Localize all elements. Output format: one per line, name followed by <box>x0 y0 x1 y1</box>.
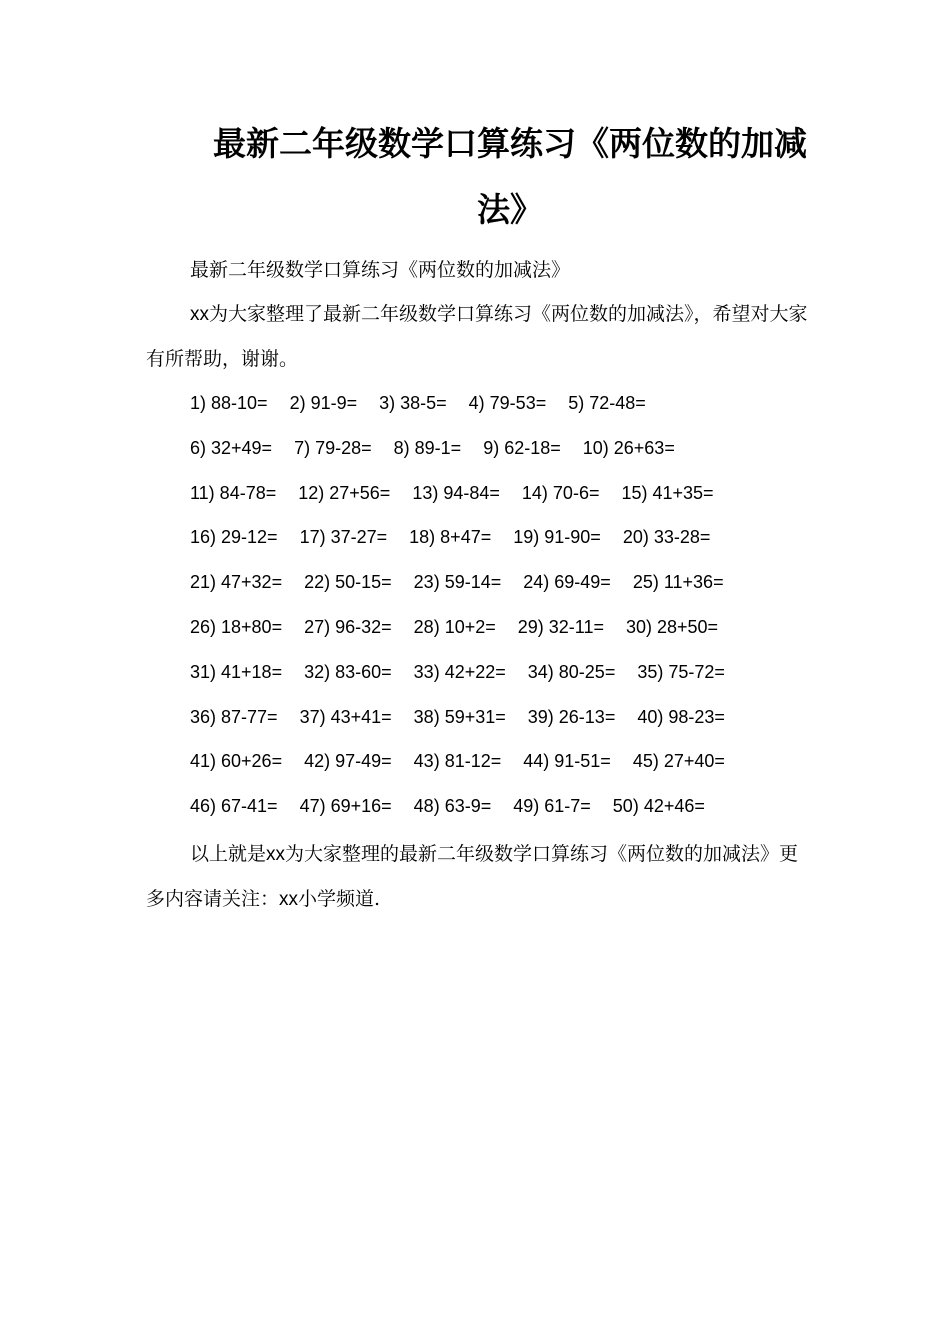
problem-item: 37) 43+41= <box>299 706 392 727</box>
problem-row <box>190 650 830 695</box>
problem-item: 25) 11+36= <box>632 572 724 593</box>
subtitle-paragraph: 最新二年级数学口算练习《两位数的加减法》 <box>190 259 571 281</box>
problem-item: 8) 89-1= <box>393 437 462 458</box>
problem-item: 19) 91-90= <box>513 527 601 548</box>
problem-item: 33) 42+22= <box>413 661 506 682</box>
outro-paragraph <box>146 832 810 922</box>
problem-item: 31) 41+18= <box>190 661 283 682</box>
problem-item: 38) 59+31= <box>413 706 506 727</box>
problem-list <box>190 381 830 829</box>
outro-text-3: 小学频道. <box>298 888 381 910</box>
problem-item: 6) 32+49= <box>190 437 273 458</box>
problem-item: 9) 62-18= <box>483 437 561 458</box>
outro-text-1: 以上就是 <box>190 843 267 865</box>
problem-item: 26) 18+80= <box>190 616 283 637</box>
problem-item: 29) 32-11= <box>517 616 604 637</box>
problem-item: 3) 38-5= <box>379 393 447 413</box>
problem-item: 49) 61-7= <box>513 796 591 817</box>
problem-item: 30) 28+50= <box>625 616 719 637</box>
problem-item: 32) 83-60= <box>304 661 392 682</box>
problem-item: 43) 81-12= <box>413 751 502 772</box>
problem-item: 14) 70-6= <box>521 482 600 503</box>
outro-xx-2: xx <box>279 889 299 910</box>
intro-paragraph <box>146 292 810 381</box>
problem-item: 1) 88-10= <box>190 393 268 413</box>
problem-row <box>190 605 830 650</box>
intro-text: 为大家整理了最新二年级数学口算练习《两位数的加减法》，希望对大家有所帮助，谢谢。 <box>146 303 808 370</box>
problem-item: 12) 27+56= <box>298 482 391 503</box>
problem-item: 40) 98-23= <box>637 706 725 727</box>
problem-row <box>190 381 830 426</box>
problem-item: 21) 47+32= <box>190 572 283 593</box>
problem-item: 16) 29-12= <box>190 527 278 548</box>
problem-item: 36) 87-77= <box>190 706 278 727</box>
problem-item: 23) 59-14= <box>413 572 502 593</box>
problem-item: 18) 8+47= <box>409 527 492 548</box>
problem-row <box>190 515 830 560</box>
problem-item: 15) 41+35= <box>621 482 714 503</box>
document-title-line-1: 最新二年级数学口算练习《两位数的加减 <box>213 124 807 163</box>
document-title-line-2: 法》 <box>477 190 543 229</box>
problem-row <box>190 695 830 740</box>
problem-item: 34) 80-25= <box>527 661 616 682</box>
problem-item: 41) 60+26= <box>190 751 283 772</box>
problem-item: 46) 67-41= <box>190 796 278 817</box>
problem-row <box>190 739 830 784</box>
problem-item: 22) 50-15= <box>304 572 392 593</box>
problem-item: 10) 26+63= <box>582 437 675 458</box>
problem-item: 27) 96-32= <box>304 616 392 637</box>
problem-item: 42) 97-49= <box>304 751 392 772</box>
problem-item: 20) 33-28= <box>622 527 711 548</box>
outro-text-2: 为大家整理的最新二年级数学口算练习《两位数的加减法》更多内容请关注： <box>146 843 799 910</box>
problem-item: 39) 26-13= <box>527 706 616 727</box>
problem-item: 48) 63-9= <box>413 796 492 817</box>
problem-item: 7) 79-28= <box>294 437 372 458</box>
problem-row <box>190 426 830 471</box>
problem-item: 2) 91-9= <box>289 393 358 413</box>
problem-item: 11) 84-78= <box>190 482 277 503</box>
problem-item: 35) 75-72= <box>637 661 725 682</box>
problem-item: 5) 72-48= <box>568 393 646 413</box>
problem-item: 13) 94-84= <box>412 482 500 503</box>
intro-xx: xx <box>190 304 209 325</box>
problem-item: 45) 27+40= <box>632 751 725 772</box>
problem-item: 44) 91-51= <box>523 751 611 772</box>
problem-item: 24) 69-49= <box>523 572 611 593</box>
problem-item: 50) 42+46= <box>612 796 705 817</box>
outro-xx-1: xx <box>266 844 286 865</box>
problem-row <box>190 471 830 516</box>
problem-item: 28) 10+2= <box>413 616 496 637</box>
problem-row <box>190 784 830 829</box>
problem-item: 4) 79-53= <box>468 393 547 413</box>
problem-row <box>190 560 830 605</box>
problem-item: 17) 37-27= <box>299 527 388 548</box>
problem-item: 47) 69+16= <box>299 796 392 817</box>
